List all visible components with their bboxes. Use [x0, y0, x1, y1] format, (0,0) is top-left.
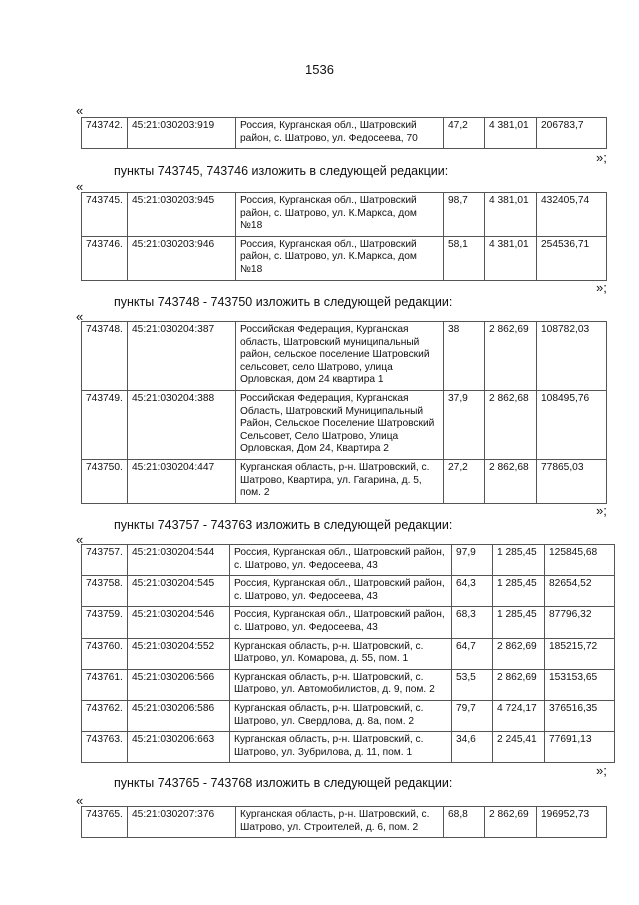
area: 64,3 [452, 576, 493, 607]
price-per-unit: 2 862,68 [485, 459, 537, 503]
table-row [82, 390, 607, 459]
address: Россия, Курганская обл., Шатровский район, с. Шатрово, ул. Федосеева, 43 [230, 576, 452, 607]
item-number: 743748. [82, 322, 128, 391]
cadastral-number: 45:21:030203:946 [128, 236, 236, 280]
page-number: 1536 [305, 62, 334, 77]
cadastral-value: 196952,73 [537, 807, 607, 838]
table-row [82, 322, 607, 391]
cadastral-number: 45:21:030203:945 [128, 193, 236, 237]
table-row [82, 732, 615, 763]
price-per-unit: 1 285,45 [493, 607, 545, 638]
table-row [82, 807, 607, 838]
table-row [82, 576, 615, 607]
price-per-unit: 2 862,69 [485, 322, 537, 391]
price-per-unit: 2 245,41 [493, 732, 545, 763]
price-per-unit: 4 381,01 [485, 193, 537, 237]
opening-quote: « [76, 309, 84, 324]
table-row [82, 638, 615, 669]
cadastral-value: 77691,13 [545, 732, 615, 763]
property-table-4 [81, 544, 615, 763]
price-per-unit: 4 381,01 [485, 236, 537, 280]
area: 68,8 [444, 807, 485, 838]
area: 53,5 [452, 669, 493, 700]
address: Курганская область, р-н. Шатровский, с. Шатрово, ул. Свердлова, д. 8а, пом. 2 [230, 700, 452, 731]
cadastral-number: 45:21:030204:447 [128, 459, 236, 503]
cadastral-number: 45:21:030204:545 [128, 576, 230, 607]
item-number: 743742. [82, 118, 128, 149]
cadastral-value: 376516,35 [545, 700, 615, 731]
area: 98,7 [444, 193, 485, 237]
area: 38 [444, 322, 485, 391]
item-number: 743758. [82, 576, 128, 607]
opening-quote: « [76, 179, 84, 194]
table-row [82, 669, 615, 700]
item-number: 743763. [82, 732, 128, 763]
cadastral-number: 45:21:030206:663 [128, 732, 230, 763]
closing-quote: »; [596, 503, 607, 518]
cadastral-value: 153153,65 [545, 669, 615, 700]
item-number: 743750. [82, 459, 128, 503]
item-number: 743765. [82, 807, 128, 838]
item-number: 743760. [82, 638, 128, 669]
address: Курганская область, р-н. Шатровский, с. Шатрово, ул. Зубрилова, д. 11, пом. 1 [230, 732, 452, 763]
address: Курганская область, р-н. Шатровский, с. Шатрово, ул. Строителей, д. 6, пом. 2 [236, 807, 444, 838]
address: Курганская область, р-н. Шатровский, с. Шатрово, ул. Автомобилистов, д. 9, пом. 2 [230, 669, 452, 700]
table-row [82, 118, 607, 149]
price-per-unit: 1 285,45 [493, 545, 545, 576]
address: Курганская область, р-н. Шатровский, с. Шатрово, ул. Комарова, д. 55, пом. 1 [230, 638, 452, 669]
area: 47,2 [444, 118, 485, 149]
cadastral-number: 45:21:030204:552 [128, 638, 230, 669]
item-number: 743761. [82, 669, 128, 700]
closing-quote: »; [596, 763, 607, 778]
table-row [82, 193, 607, 237]
address: Россия, Курганская обл., Шатровский район, с. Шатрово, ул. Федосеева, 43 [230, 607, 452, 638]
cadastral-value: 108782,03 [537, 322, 607, 391]
property-table-3 [81, 321, 607, 504]
property-table-1 [81, 117, 607, 149]
cadastral-value: 87796,32 [545, 607, 615, 638]
amendment-paragraph: пункты 743765 - 743768 изложить в следующей редакции: [114, 776, 453, 790]
cadastral-value: 77865,03 [537, 459, 607, 503]
cadastral-number: 45:21:030204:546 [128, 607, 230, 638]
table-row [82, 700, 615, 731]
address: Курганская область, р-н. Шатровский, с. Шатрово, Квартира, ул. Гагарина, д. 5, пом. 2 [236, 459, 444, 503]
price-per-unit: 2 862,68 [485, 390, 537, 459]
cadastral-value: 82654,52 [545, 576, 615, 607]
table-row [82, 545, 615, 576]
price-per-unit: 2 862,69 [493, 669, 545, 700]
closing-quote: »; [596, 150, 607, 165]
item-number: 743762. [82, 700, 128, 731]
cadastral-number: 45:21:030204:387 [128, 322, 236, 391]
opening-quote: « [76, 532, 84, 547]
address: Россия, Курганская обл., Шатровский район, с. Шатрово, ул. К.Маркса, дом №18 [236, 236, 444, 280]
cadastral-value: 432405,74 [537, 193, 607, 237]
address: Россия, Курганская обл., Шатровский район, с. Шатрово, ул. Федосеева, 43 [230, 545, 452, 576]
amendment-paragraph: пункты 743757 - 743763 изложить в следующей редакции: [114, 518, 453, 532]
area: 58,1 [444, 236, 485, 280]
address: Российская Федерация, Курганская Область, Шатровский Муниципальный Район, Сельское Поселение Шатровский Сельсовет, Село Шатрово, Улица Орловская, Дом 24, Квартира 2 [236, 390, 444, 459]
property-table-5 [81, 806, 607, 838]
closing-quote: »; [596, 280, 607, 295]
area: 34,6 [452, 732, 493, 763]
amendment-paragraph: пункты 743745, 743746 изложить в следующей редакции: [114, 164, 449, 178]
cadastral-value: 254536,71 [537, 236, 607, 280]
area: 79,7 [452, 700, 493, 731]
opening-quote: « [76, 793, 84, 808]
cadastral-value: 185215,72 [545, 638, 615, 669]
item-number: 743757. [82, 545, 128, 576]
opening-quote: « [76, 103, 84, 118]
area: 97,9 [452, 545, 493, 576]
area: 37,9 [444, 390, 485, 459]
price-per-unit: 2 862,69 [493, 638, 545, 669]
area: 27,2 [444, 459, 485, 503]
price-per-unit: 1 285,45 [493, 576, 545, 607]
property-table-2 [81, 192, 607, 281]
cadastral-value: 125845,68 [545, 545, 615, 576]
cadastral-value: 108495,76 [537, 390, 607, 459]
cadastral-number: 45:21:030206:586 [128, 700, 230, 731]
item-number: 743759. [82, 607, 128, 638]
area: 68,3 [452, 607, 493, 638]
area: 64,7 [452, 638, 493, 669]
cadastral-number: 45:21:030204:388 [128, 390, 236, 459]
item-number: 743745. [82, 193, 128, 237]
address: Российская Федерация, Курганская область, Шатровский муниципальный район, сельское поселение Шатровский сельсовет, село Шатрово, улица Орловская, дом 24 квартира 1 [236, 322, 444, 391]
address: Россия, Курганская обл., Шатровский район, с. Шатрово, ул. Федосеева, 70 [236, 118, 444, 149]
amendment-paragraph: пункты 743748 - 743750 изложить в следующей редакции: [114, 295, 453, 309]
price-per-unit: 4 381,01 [485, 118, 537, 149]
cadastral-number: 45:21:030207:376 [128, 807, 236, 838]
table-row [82, 607, 615, 638]
cadastral-value: 206783,7 [537, 118, 607, 149]
address: Россия, Курганская обл., Шатровский район, с. Шатрово, ул. К.Маркса, дом №18 [236, 193, 444, 237]
price-per-unit: 4 724,17 [493, 700, 545, 731]
table-row [82, 459, 607, 503]
item-number: 743749. [82, 390, 128, 459]
item-number: 743746. [82, 236, 128, 280]
cadastral-number: 45:21:030203:919 [128, 118, 236, 149]
table-row [82, 236, 607, 280]
cadastral-number: 45:21:030204:544 [128, 545, 230, 576]
cadastral-number: 45:21:030206:566 [128, 669, 230, 700]
price-per-unit: 2 862,69 [485, 807, 537, 838]
